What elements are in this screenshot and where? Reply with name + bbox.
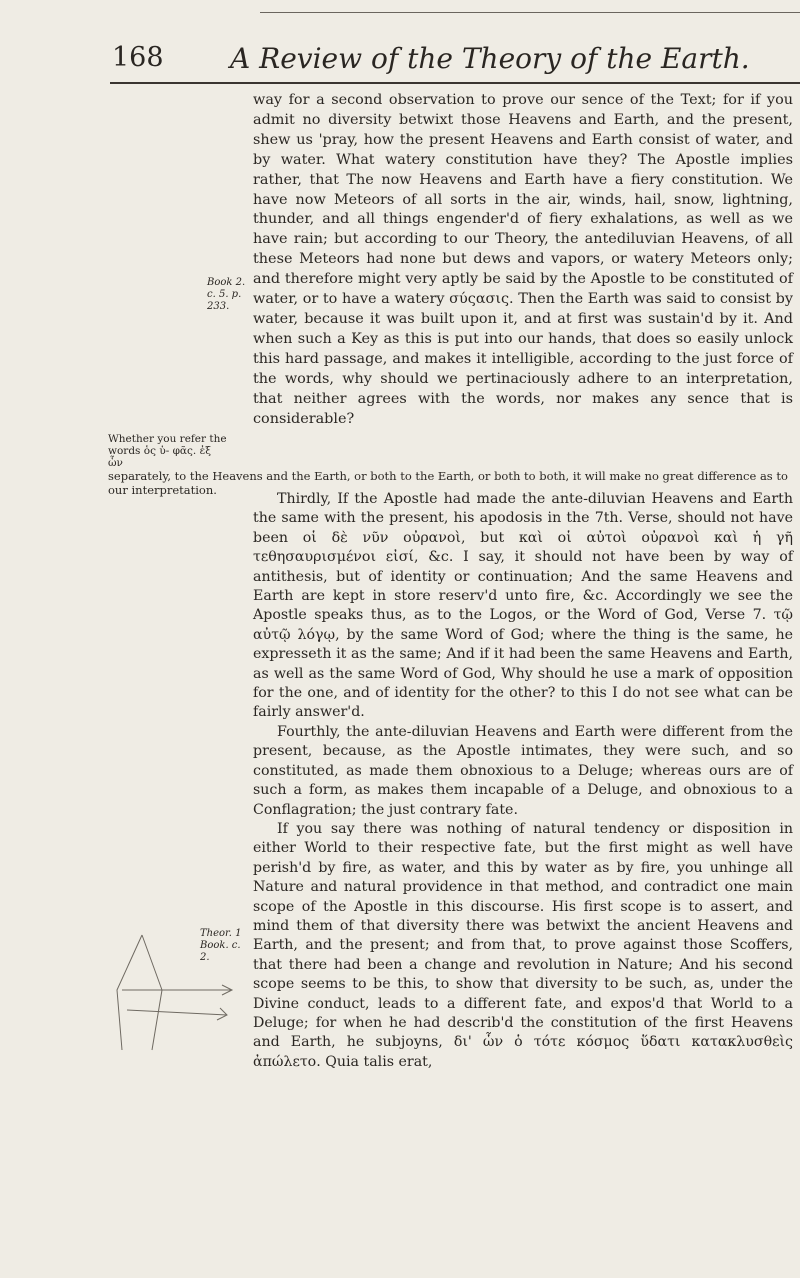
- header-rule: [110, 82, 800, 84]
- margin-reference-note: Book 2. c. 5. p. 233.: [207, 277, 246, 312]
- text-column-lower: [253, 490, 793, 1072]
- running-title: A Review of the Theory of the Earth.: [230, 42, 750, 75]
- running-head: [110, 40, 800, 80]
- paragraph-continued: way for a second observation to prove our sence of the Text; for if you admit no diversity betwixt those Heavens and Earth, and the present, shew us 'pray, how the present Heavens and Earth consist of water, and by water. What watery constitution have they? The Apostle implies rather, that The now Heavens and Earth have a fiery constitution. We have now Meteors of all sorts in the air, winds, hail, snow, lightning, thunder, and all things engender'd of fiery exhalations, as well as we have rain; but according to our Theory, the antediluvian Heavens, of all these Meteors had none but dews and vapors, or watery Meteors only; and therefore might very aptly be said by the Apostle to be constituted of water, or to have a watery σύςασις. Then the Earth was said to consist by water, because it was built upon it, and at first was sustain'd by it. And when such a Key as this is put into our hands, that does so easily unlock this hard passage, and makes it intelligible, according to the just force of the words, why should we pertinaciously adhere to an interpretation, that neither agrees with the words, nor makes any sence that is considerable?: [253, 92, 793, 427]
- margin-pencil-sketch: [112, 930, 252, 1060]
- top-edge-line: [260, 12, 800, 13]
- paragraph-fourthly: Fourthly, the ante-diluvian Heavens and Earth were different from the present, because, as the Apostle intimates, they were such, and so constituted, as made them obnoxious to a Deluge; whereas ours are of such a form, as makes them incapable of a Deluge, and obnoxious to a Conflagration; the just contrary fate.: [253, 723, 793, 818]
- footnote-margin-lead: Whether you refer the words ὁς ὑ- φᾶς. ἐξ ὧν: [108, 433, 227, 469]
- footnote-text: separately, to the Heavens and the Earth, or both to the Earth, or both to both, it will make no great difference as to our interpretation.: [108, 469, 788, 497]
- text-column-upper: [253, 91, 793, 429]
- footnote-block: [108, 433, 798, 497]
- paragraph-thirdly: Thirdly, If the Apostle had made the ante-diluvian Heavens and Earth the same with the present, his apodosis in the 7th. Verse, should not have been οἱ δὲ νῦν οὐρανοὶ, but καὶ οἱ αὐτοὶ οὐρανοὶ καὶ ἡ γῆ τεθησαυρισμένοι εἰσί, &c. I say, it should not have been by way of antithesis, but of identity or continuation; And the same Heavens and Earth are kept in store reserv'd unto fire, &c. Accordingly we see the Apostle speaks thus, as to the Logos, or the Word of God, Verse 7. τῷ αὐτῷ λόγῳ, by the same Word of God; where the thing is the same, he expresseth it as the same; And if it had been the same Heavens and Earth, as well as the same Word of God, Why should he use a mark of opposition for the one, and of identity for the other? to this I do not see what can be fairly answer'd.: [253, 491, 793, 721]
- page-number: 168: [112, 42, 164, 73]
- margin-theory-note: Theor. 1 Book. c. 2.: [200, 928, 242, 963]
- paragraph-if-you-say: If you say there was nothing of natural tendency or disposition in either World to their respective fate, but the first might as well have perish'd by fire, as water, and this by water as by fire, you unhinge all Nature and natural providence in that method, and contradict one main scope of the Apostle in this discourse. His first scope is to assert, and mind them of that diversity there was betwixt the ancient Heavens and Earth, and the present; and from that, to prove against those Scoffers, that there had been a change and revolution in Nature; And his second scope seems to be this, to show that diversity to be such, as, under the Divine conduct, leads to a different fate, and expos'd that World to a Deluge; for when he had describ'd the constitution of the first Heavens and Earth, he subjoyns, δι' ὧν ὁ τότε κόσμος ὕδατι κατακλυσθεὶς ἀπώλετο. Quia talis erat,: [253, 820, 793, 1070]
